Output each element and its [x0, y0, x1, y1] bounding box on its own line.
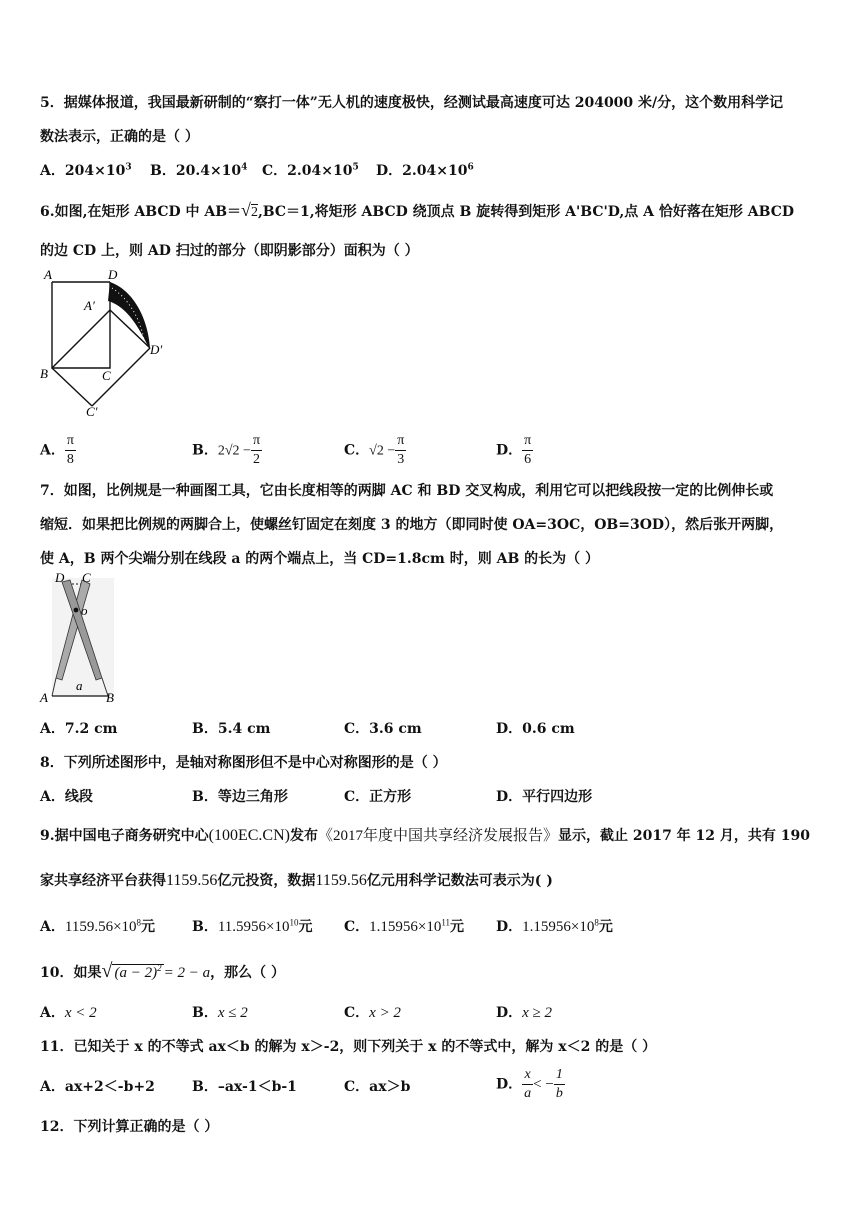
q11-option-d: D． $\frac{x}{a}$ < − $\frac{1}{b}$ [496, 1067, 563, 1101]
q11-option-a: A．ax+2＜-b+2 [40, 1079, 155, 1095]
label-o: o [81, 603, 88, 618]
q9-option-d: D．$1.15956\times 10^8$元 [496, 917, 613, 935]
q7-option-a: A．7.2 cm [40, 721, 118, 737]
sqrt-symbol: √ [101, 960, 113, 982]
q10-option-d: D．x ≥ 2 [496, 1005, 553, 1021]
label-a: A [44, 267, 52, 282]
sqrt-symbol: √ [241, 200, 251, 220]
q7-option-c: C．3.6 cm [344, 721, 422, 737]
q6-option-a: A． $\frac{\pi}{8}$ [40, 433, 74, 467]
q6-option-d: D． $\frac{\pi}{6}$ [496, 433, 532, 467]
q7-line3: 使 A，B 两个尖端分别在线段 a 的两个端点上，当 CD=1.8cm 时，则 AB 的长为（ ） [40, 551, 600, 567]
label-b: B [40, 366, 48, 381]
label-d: D [108, 267, 118, 282]
q7-figure [38, 570, 120, 706]
label-a-segment: a [76, 678, 83, 693]
q5-option-b: B．$20.4\times 10^4$ [150, 162, 248, 179]
q8-option-b: B．等边三角形 [192, 789, 288, 805]
q10-option-a: A．x < 2 [40, 1005, 97, 1021]
q8-line1: 8．下列所述图形中，是轴对称图形但不是中心对称图形的是（ ） [40, 755, 447, 771]
q11-option-b: B．–ax-1＜b-1 [192, 1079, 297, 1095]
q10-option-c: C．x > 2 [344, 1005, 401, 1021]
label-c: C [102, 368, 111, 383]
q6-line2: 的边 CD 上，则 AD 扫过的部分（即阴影部分）面积为（ ） [40, 243, 419, 259]
q11-line1: 11．已知关于 x 的不等式 ax＜b 的解为 x＞-2，则下列关于 x 的不等式中，解为 x＜2 的是（ ） [40, 1039, 657, 1055]
q11-option-c: C．ax＞b [344, 1079, 411, 1095]
q9-line2: 家共享经济平台获得1159.56亿元投资，数据1159.56亿元用科学记数法可表示为( ) [40, 872, 553, 889]
q5-option-d: D．$2.04\times 10^6$ [376, 162, 474, 179]
q9-option-a: A．$1159.56\times 10^8$元 [40, 917, 156, 935]
q12-line1: 12．下列计算正确的是（ ） [40, 1119, 219, 1135]
q5-line1: 5．据媒体报道，我国最新研制的“察打一体”无人机的速度极快，经测试最高速度可达 204000 米/分，这个数用科学记 [40, 95, 784, 111]
q7-line1: 7．如图，比例规是一种画图工具，它由长度相等的两脚 AC 和 BD 交叉构成，利用它可以把线段按一定的比例伸长或 [40, 483, 774, 499]
q6-figure [38, 266, 173, 418]
q7-line2: 缩短．如果把比例规的两脚合上，使螺丝钉固定在刻度 3 的地方（即同时使 OA=3OC，OB=3OD），然后张开两脚， [40, 517, 784, 533]
label-a: A [40, 690, 48, 705]
q9-line1: 9.据中国电子商务研究中心(100EC.CN)发布《2017年度中国共享经济发展报告》显示，截止 2017 年 12 月，共有 190 [40, 827, 811, 844]
q10-line1: 10．如果√ $(a - 2)^2 = 2 - a$，那么（ ） [40, 960, 285, 982]
q6-option-b: B．2√2 − $\frac{\pi}{2}$ [192, 433, 261, 467]
label-b: B [106, 690, 114, 705]
label-a-prime: A′ [84, 298, 95, 313]
label-d: D [55, 570, 65, 585]
q10-option-b: B．x ≤ 2 [192, 1005, 248, 1021]
q6-option-c: C．√2 − $\frac{\pi}{3}$ [344, 433, 405, 467]
q9-option-b: B．$11.5956\times 10^{10}$元 [192, 917, 313, 935]
q6-line1: 6.如图,在矩形 ABCD 中 AB＝√2,BC＝1,将矩形 ABCD 绕顶点 B 旋转得到矩形 A'BC'D,点 A 恰好落在矩形 ABCD [40, 200, 795, 220]
q7-option-d: D．0.6 cm [496, 721, 575, 737]
q5-option-c: C．$2.04\times 10^5$ [262, 162, 359, 179]
q8-option-d: D．平行四边形 [496, 789, 593, 805]
label-d-prime: D′ [150, 342, 163, 357]
pivot-o [74, 608, 79, 613]
q5-option-a: A．$204\times 10^3$ [40, 162, 132, 179]
q5-line2: 数法表示，正确的是（ ） [40, 129, 199, 145]
label-c-prime: C′ [86, 404, 98, 418]
q9-option-c: C．$1.15956\times 10^{11}$元 [344, 917, 465, 935]
q8-option-c: C．正方形 [344, 789, 412, 805]
label-c: C [82, 570, 91, 585]
q7-option-b: B．5.4 cm [192, 721, 271, 737]
q8-option-a: A．线段 [40, 789, 93, 805]
